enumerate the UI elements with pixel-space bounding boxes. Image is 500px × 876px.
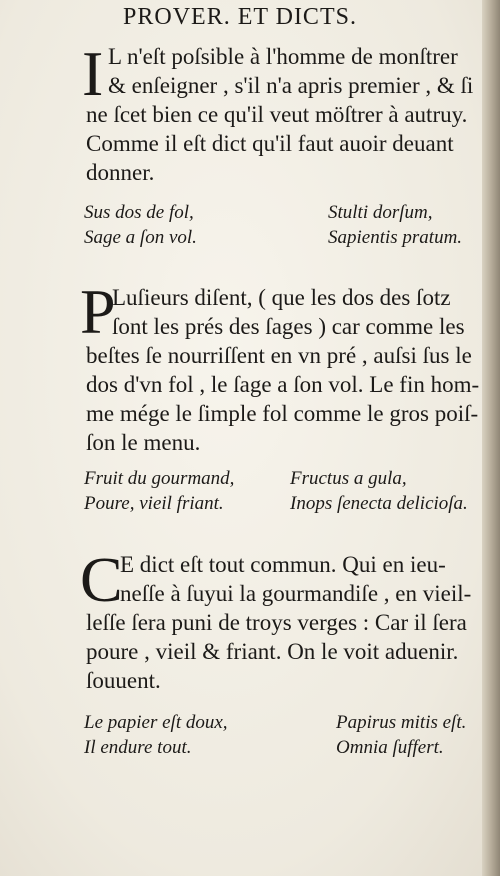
dropcap-1: I (82, 38, 104, 109)
proverb-fr-3 (84, 710, 228, 760)
proverb-la-3-line-2: Omnia ſuffert. (336, 737, 444, 758)
paragraph-2-line-2: ſont les prés des ſages ) car comme les (112, 314, 465, 339)
dropcap-3: C (80, 544, 123, 615)
page-gutter-shadow (482, 0, 500, 876)
proverb-fr-1-line-2: Sage a ſon vol. (84, 227, 197, 248)
paragraph-3 (120, 550, 484, 608)
paragraph-1-line-2: & enſeigner , s'il n'a apris premier , & ſi (108, 73, 474, 98)
paragraph-3-line-3: leſſe ſera puni de troys verges : Car il ſera (86, 610, 467, 635)
paragraph-3-cont (86, 608, 484, 695)
proverb-la-1 (328, 200, 462, 250)
proverb-la-2-line-2: Inops ſenecta delicioſa. (290, 493, 468, 514)
paragraph-2-line-6: ſon le menu. (86, 430, 201, 455)
proverb-fr-1 (84, 200, 197, 250)
paragraph-3-line-2: neſſe à ſuyui la gourmandiſe , en vieil- (120, 581, 472, 606)
paragraph-1-line-4: Comme il eſt dict qu'il faut auoir deuant (86, 131, 454, 156)
proverb-la-2-line-1: Fructus a gula, (290, 468, 407, 489)
paragraph-1-cont (86, 100, 484, 187)
paragraph-2-line-3: beſtes ſe nourriſſent en vn pré , auſsi ſus le (86, 343, 472, 368)
paragraph-2-line-4: dos d'vn fol , le ſage a ſon vol. Le fin hom- (86, 372, 480, 397)
proverb-la-3-line-1: Papirus mitis eſt. (336, 712, 467, 733)
paragraph-3-line-4: poure , vieil & friant. On le voit aduenir. (86, 639, 459, 664)
paragraph-1 (108, 42, 484, 100)
proverb-la-1-line-2: Sapientis pratum. (328, 227, 463, 248)
paragraph-1-line-5: donner. (86, 160, 155, 185)
paragraph-2 (112, 283, 484, 341)
paragraph-2-line-1: Luſieurs diſent, ( que les dos des ſotz (112, 285, 451, 310)
proverb-fr-2-line-1: Fruit du gourmand, (84, 468, 235, 489)
proverb-fr-2-line-2: Poure, vieil friant. (84, 493, 224, 514)
proverb-la-2 (290, 466, 468, 516)
paragraph-1-line-1: L n'eſt poſsible à l'homme de monſtrer (108, 44, 458, 69)
proverb-fr-2 (84, 466, 234, 516)
proverb-fr-3-line-2: Il endure tout. (84, 737, 192, 758)
paragraph-3-line-5: ſouuent. (86, 668, 161, 693)
proverb-la-1-line-1: Stulti dorſum, (328, 202, 433, 223)
paragraph-3-line-1: E dict eſt tout commun. Qui en ieu- (120, 552, 446, 577)
proverb-fr-3-line-1: Le papier eſt doux, (84, 712, 228, 733)
running-title: PROVER. ET DICTS. (123, 4, 357, 30)
paragraph-2-cont (86, 341, 484, 457)
proverb-la-3 (336, 710, 466, 760)
paragraph-1-line-3: ne ſcet bien ce qu'il veut möſtrer à autruy. (86, 102, 468, 127)
dropcap-2: P (80, 276, 116, 347)
proverb-fr-1-line-1: Sus dos de fol, (84, 202, 194, 223)
paragraph-2-line-5: me mége le ſimple fol comme le gros poiſ- (86, 401, 479, 426)
